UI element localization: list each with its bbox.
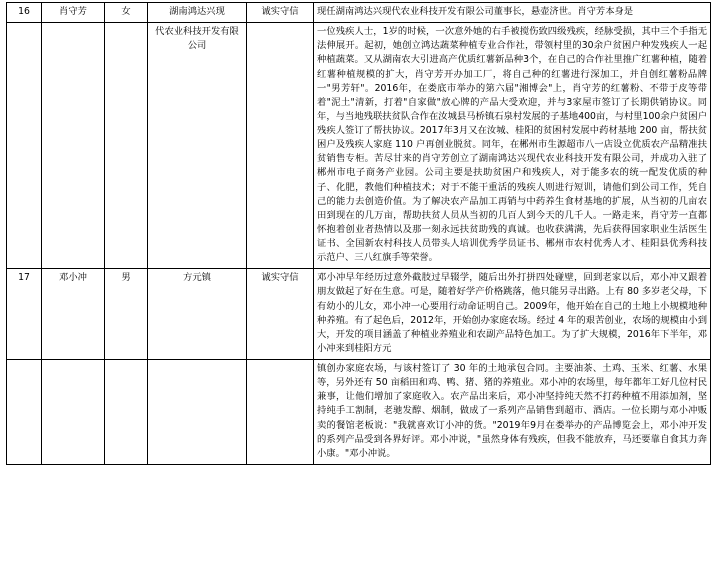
cell-tag (247, 23, 314, 269)
cell-description: 现任湖南鸿达兴现代农业科技开发有限公司董事长，悬壶济世。肖守芳本身是 (314, 3, 711, 23)
cell-tag: 诚实守信 (247, 269, 314, 360)
table-row (7, 3, 711, 23)
cell-org: 代农业科技开发有限公司 (148, 23, 247, 269)
table-row (7, 269, 711, 360)
cell-index: 16 (7, 3, 42, 23)
cell-name (42, 23, 105, 269)
honoree-table (6, 2, 711, 465)
cell-tag: 诚实守信 (247, 3, 314, 23)
cell-description: 一位残疾人士，1岁的时候，一次意外她的右手被搅伤致四级残疾，经脉受损，其中三个手指无法伸展开。起初，她创立鸿达蔬菜种植专业合作社，带领村里的30余户贫困户种发残疾人一起种植蔬菜。又从湖南农大引进高产优质红薯新品种3个，在自己的合作社里推广红薯种植，随着红薯种植规模的扩大，肖守芳开办加工厂，将自己种的红薯进行深加工，并自创红薯粉品牌一"男芳轩"。2016年，在娄底市举办的第六届"湘博会"上，肖守芳的红薯粉、不带于皮等带着"泥土"清新，打着"自家做"放心牌的产品大受欢迎，并与3家屋市签订了长期供销协议。同年，与当地残联扶贫队合作在汝城县马桥镇石泉村发展的子基地400亩，与村里100余户贫困户残疾人签订了帮扶协议。2017年3月又在汝城、桂阳的贫困村发展中药材基地 200 亩，帮扶贫困户及残疾人家庭 110 户再创业脱贫。同年，在郴州市生源超市八一店设立优质农产品精准扶贫销售专柜。苦尽甘来的肖守芳创立了湖南鸿达兴现代农业科技开发有限公司，并成功入驻了郴州市电子商务产业园。公司主要是扶助贫困户和残疾人，对于能多农的统一配发优质的种子、化肥，教他们种植技术；对于不能干重活的残疾人则进行短训，请他们到公司工作，凭自己的能力去创造价值。为了解决农产品加工再销与中药养生食材基地的扩展，从当初的几亩农田到现在的几万亩，帮助扶贫人员从当初的几百人到今天的几千人。一路走来，肖守芳一直都怀抱着创业者热情以及那一刻永远扶贫助残的真诚。也收获满满，先后获得国家职业生活医生证书、全国新农村科技人员带头人培训优秀学员证书、郴州市农村优秀人才、桂阳县优秀科技示范户、三八红旗手等荣誉。 (314, 23, 711, 269)
table-row (7, 23, 711, 269)
table-row (7, 360, 711, 465)
cell-gender (105, 360, 148, 465)
cell-index (7, 360, 42, 465)
cell-name: 肖守芳 (42, 3, 105, 23)
cell-description: 邓小冲早年经历过意外截肢过早辍学，随后出外打拼四处碰壁，回到老家以后，邓小冲又跟着朋友做起了好在生意。可是，随着好学产价格跳落，他只能另寻出路。上有 80 多岁老父母，下有幼小的儿女，邓小冲一心要用行动命证明自己。2009年，他开始在自己的土地上小规模地种种养殖。有了起色后，2012年，开始创办家庭农场。经过 4 年的艰苦创业，农场的规模由小到大，开发的项目涵盖了种植业养殖业和农副产品特色加工。为了扩大规模，2016年下半年，邓小冲来到桂阳方元 (314, 269, 711, 360)
cell-tag (247, 360, 314, 465)
cell-org: 湖南鸿达兴现 (148, 3, 247, 23)
cell-gender: 男 (105, 269, 148, 360)
cell-org: 方元镇 (148, 269, 247, 360)
cell-description: 镇创办家庭农场，与该村签订了 30 年的土地承包合同。主要油茶、土鸡、玉米、红薯、水果等，另外还有 50 亩稻田和鸡、鸭、猪、猪的养殖业。邓小冲的农场里，每年都年工好几位村民兼事，让他们增加了家庭收入。农产品出来后，邓小冲坚持纯天然不打药种植不用添加剂，坚持纯手工割制，老驰发醇、烟制，做成了一系列产品销售到超市、酒店。一位长期与邓小冲贩卖的餐馆老板说："我就喜欢订小冲的货。"2019年9月在娄举办的产品博览会上，邓小冲开发的系列产品受到各界好评。邓小冲说，"虽然身体有残疾，但我不能放弃，马还要靠自食其力奔小康。"邓小冲说。 (314, 360, 711, 465)
table-body (7, 3, 711, 465)
cell-name: 邓小冲 (42, 269, 105, 360)
cell-org (148, 360, 247, 465)
cell-name (42, 360, 105, 465)
cell-gender (105, 23, 148, 269)
cell-gender: 女 (105, 3, 148, 23)
cell-index (7, 23, 42, 269)
cell-index: 17 (7, 269, 42, 360)
document-page (0, 2, 725, 465)
